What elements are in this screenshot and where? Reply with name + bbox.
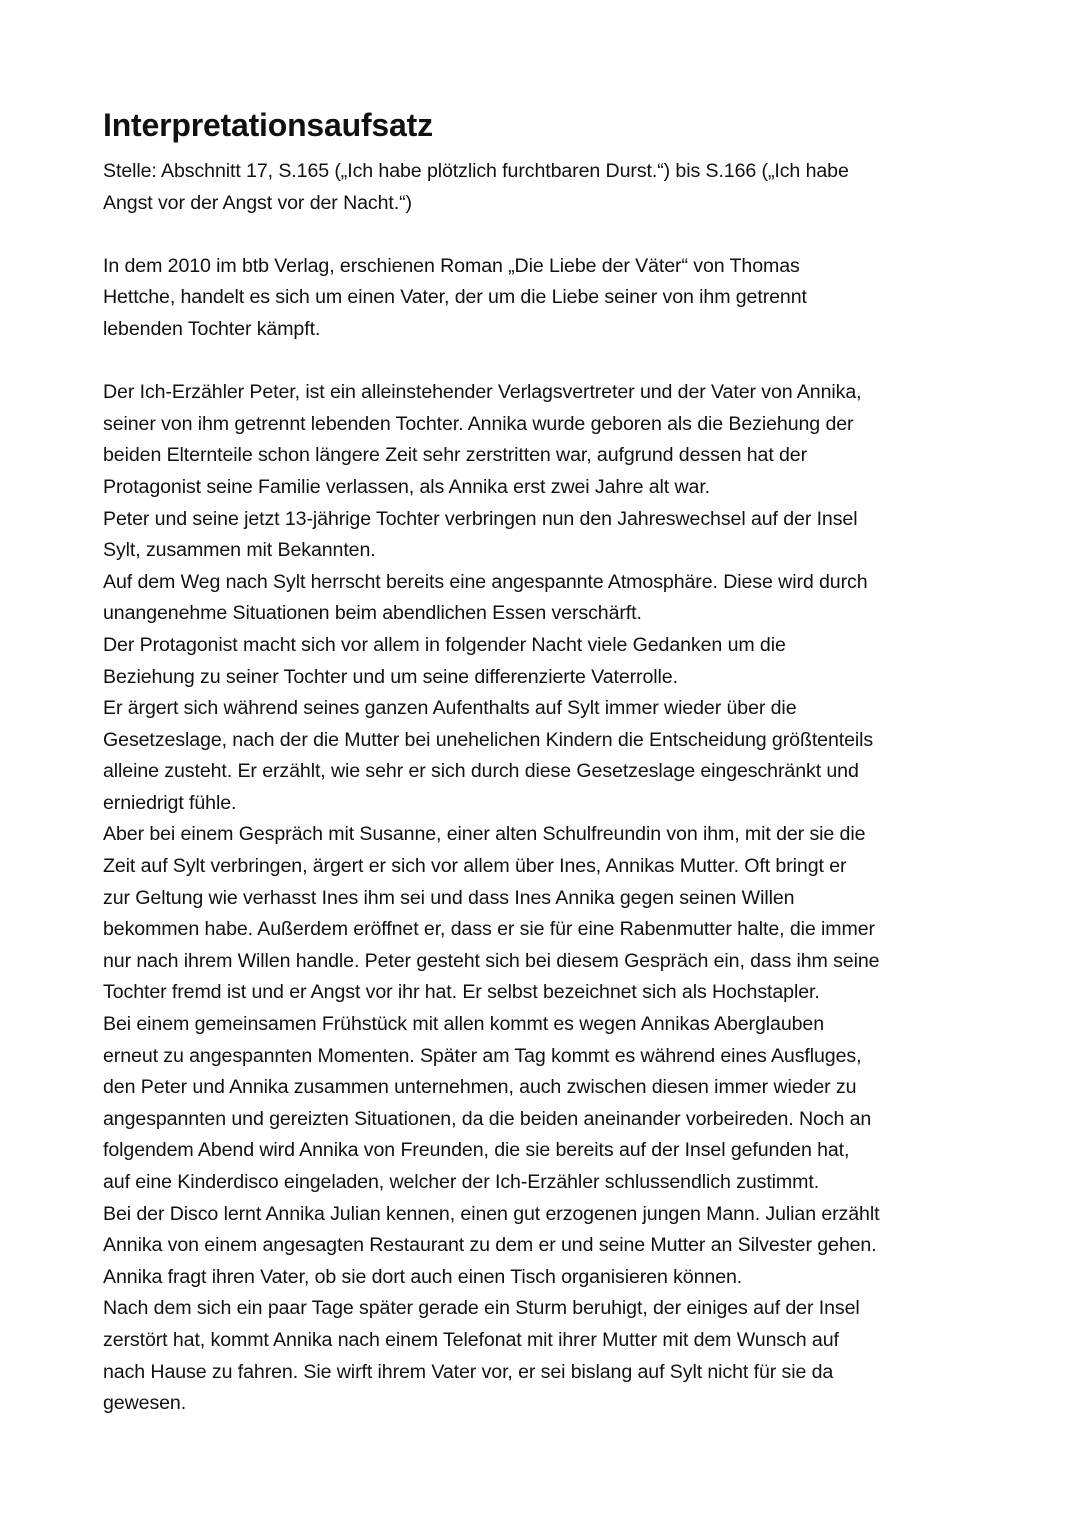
text-line: gewesen. <box>103 1392 187 1415</box>
introduction-paragraph <box>103 251 1003 346</box>
text-line: Protagonist seine Familie verlassen, als Annika erst zwei Jahre alt war. <box>103 475 711 498</box>
text-line: beiden Elternteile schon längere Zeit sehr zerstritten war, aufgrund dessen hat der <box>103 444 808 467</box>
text-line: seiner von ihm getrennt lebenden Tochter. Annika wurde geboren als die Beziehung der <box>103 412 854 435</box>
text-line: Annika fragt ihren Vater, ob sie dort auch einen Tisch organisieren können. <box>103 1265 743 1288</box>
text-line: Hettche, handelt es sich um einen Vater, der um die Liebe seiner von ihm getrennt <box>103 286 807 309</box>
text-line: Der Protagonist macht sich vor allem in folgender Nacht viele Gedanken um die <box>103 633 786 656</box>
text-line: nach Hause zu fahren. Sie wirft ihrem Vater vor, er sei bislang auf Sylt nicht für sie da <box>103 1360 834 1383</box>
text-line: auf eine Kinderdisco eingeladen, welcher der Ich-Erzähler schlussendlich zustimmt. <box>103 1171 820 1193</box>
text-line: erniedrigt fühle. <box>103 791 237 814</box>
text-line: Nach dem sich ein paar Tage später gerade ein Sturm beruhigt, der einiges auf der Insel <box>103 1297 860 1320</box>
text-line: nur nach ihrem Willen handle. Peter gesteht sich bei diesem Gespräch ein, dass ihm seine <box>103 949 880 972</box>
text-line: Der Ich-Erzähler Peter, ist ein alleinstehender Verlagsvertreter und der Vater von Annika, <box>103 381 862 404</box>
text-line: angespannten und gereizten Situationen, da die beiden aneinander vorbeireden. Noch an <box>103 1107 872 1130</box>
text-line: Peter und seine jetzt 13-jährige Tochter verbringen nun den Jahreswechsel auf der Insel <box>103 507 858 530</box>
text-line: In dem 2010 im btb Verlag, erschienen Roman „Die Liebe der Väter“ von Thomas <box>103 254 800 277</box>
text-line: Bei der Disco lernt Annika Julian kennen, einen gut erzogenen jungen Mann. Julian erzählt <box>103 1202 880 1225</box>
document-body <box>103 156 1003 1420</box>
text-line: Stelle: Abschnitt 17, S.165 („Ich habe plötzlich furchtbaren Durst.“) bis S.166 („Ich habe <box>103 160 849 182</box>
text-line: Gesetzeslage, nach der die Mutter bei unehelichen Kindern die Entscheidung größtenteils <box>103 728 874 751</box>
text-line: Aber bei einem Gespräch mit Susanne, einer alten Schulfreundin von ihm, mit der sie die <box>103 823 866 846</box>
text-line: Auf dem Weg nach Sylt herrscht bereits eine angespannte Atmosphäre. Diese wird durch <box>103 570 868 593</box>
document-page <box>103 104 1003 1451</box>
text-line: unangenehme Situationen beim abendlichen Essen verschärft. <box>103 602 642 625</box>
text-line: folgendem Abend wird Annika von Freunden, die sie bereits auf der Insel gefunden hat, <box>103 1139 850 1162</box>
text-line: bekommen habe. Außerdem eröffnet er, dass er sie für eine Rabenmutter halte, die immer <box>103 918 875 941</box>
text-line: den Peter und Annika zusammen unternehmen, auch zwischen diesen immer wieder zu <box>103 1076 857 1099</box>
text-line: Bei einem gemeinsamen Frühstück mit allen kommt es wegen Annikas Aberglauben <box>103 1013 825 1036</box>
text-line: zerstört hat, kommt Annika nach einem Telefonat mit ihrer Mutter mit dem Wunsch auf <box>103 1328 839 1351</box>
summary-paragraph <box>103 377 1003 1420</box>
text-line: alleine zusteht. Er erzählt, wie sehr er sich durch diese Gesetzeslage eingeschränkt und <box>103 760 859 783</box>
text-line: Tochter fremd ist und er Angst vor ihr hat. Er selbst bezeichnet sich als Hochstapler. <box>103 981 820 1004</box>
text-line: erneut zu angespannten Momenten. Später am Tag kommt es während eines Ausfluges, <box>103 1044 862 1067</box>
passage-reference <box>103 156 1003 219</box>
text-line: Zeit auf Sylt verbringen, ärgert er sich vor allem über Ines, Annikas Mutter. Oft bringt er <box>103 855 847 878</box>
text-line: lebenden Tochter kämpft. <box>103 317 321 340</box>
document-title: Interpretationsaufsatz <box>103 107 433 143</box>
text-line: Angst vor der Angst vor der Nacht.“) <box>103 191 412 214</box>
text-line: Er ärgert sich während seines ganzen Aufenthalts auf Sylt immer wieder über die <box>103 697 797 720</box>
text-line: Beziehung zu seiner Tochter und um seine differenzierte Vaterrolle. <box>103 665 678 688</box>
text-line: Sylt, zusammen mit Bekannten. <box>103 539 376 562</box>
text-line: zur Geltung wie verhasst Ines ihm sei und dass Ines Annika gegen seinen Willen <box>103 886 795 909</box>
text-line: Annika von einem angesagten Restaurant zu dem er und seine Mutter an Silvester gehen. <box>103 1234 877 1257</box>
